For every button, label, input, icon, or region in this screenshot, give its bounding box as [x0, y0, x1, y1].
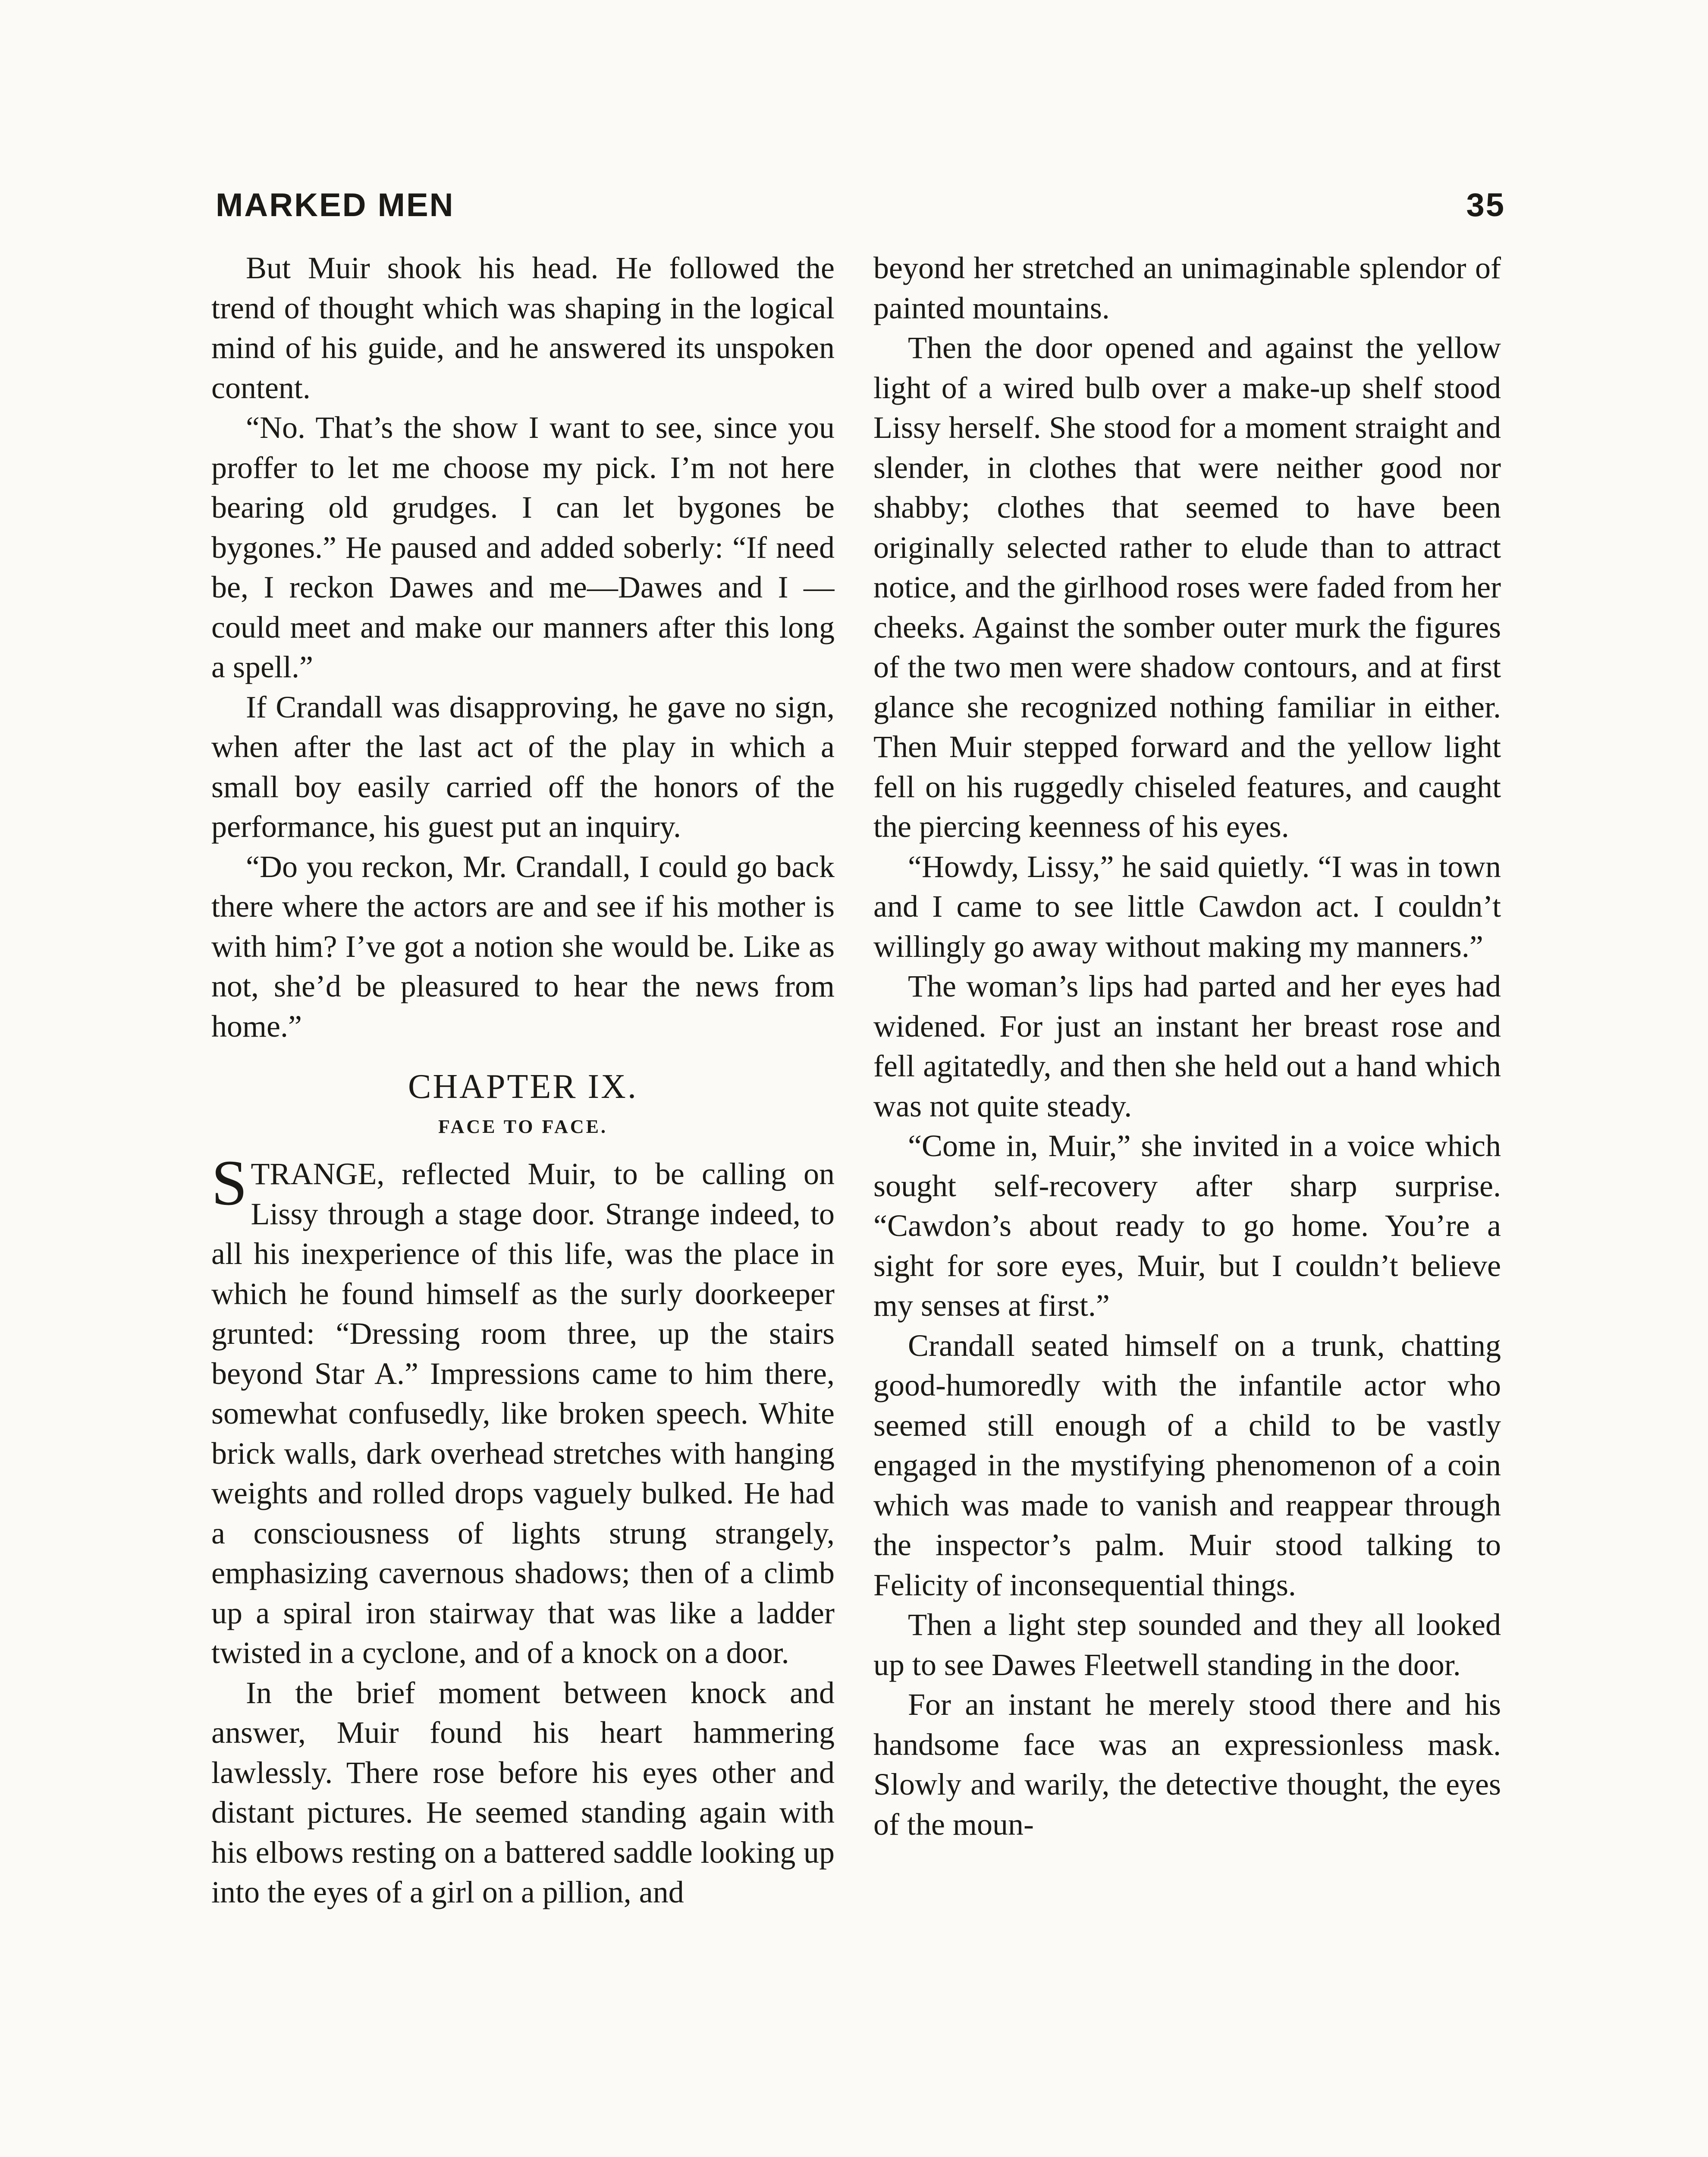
continued-paragraph: beyond her stretched an unimaginable splendor of painted mountains.: [873, 251, 1501, 325]
chapter-subtitle: FACE TO FACE.: [438, 1116, 608, 1137]
paragraph: “No. That’s the show I want to see, since you proffer to let me choose my pick. I’m not here bearing old grudges. I can let bygones be bygones.” He paused and added soberly: “If need be, I reckon Dawes and me—Dawes and I —could meet and make our manners after this long a spell.”: [211, 410, 835, 684]
running-title: MARKED MEN: [216, 186, 455, 223]
paragraph: But Muir shook his head. He followed the trend of thought which was shaping in the logical mind of his guide, and he answered its unspoken content.: [211, 251, 835, 405]
chapter-title: CHAPTER IX.: [408, 1068, 638, 1106]
paragraph: Crandall seated himself on a trunk, chatting good-humoredly with the infantile actor who seemed still enough of a child to be vastly engaged in the mystifying phenomenon of a coin which was made to vanish and reappear through the inspector’s palm. Muir stood talking to Felicity of inconsequential things.: [873, 1328, 1501, 1602]
paragraph: “Do you reckon, Mr. Crandall, I could go back there where the actors are and see if his mother is with him? I’ve got a notion she would be. Like as not, she’d be pleasured to hear the news from home.”: [211, 849, 835, 1044]
paragraph: “Howdy, Lissy,” he said quietly. “I was in town and I came to see little Cawdon act. I couldn’t willingly go away without making my manners.”: [873, 849, 1501, 964]
drop-cap: S: [211, 1147, 248, 1219]
paragraph: In the brief moment between knock and answer, Muir found his heart hammering lawlessly. There rose before his eyes other and distant pictures. He seemed standing again with his elbows resting on a battered saddle looking up into the eyes of a girl on a pillion, and: [211, 1675, 835, 1909]
paragraph: For an instant he merely stood there and his handsome face was an expressionless mask. Slowly and warily, the detective thought, the eyes of the moun-: [873, 1687, 1501, 1842]
paragraph: “Come in, Muir,” she invited in a voice which sought self-recovery after sharp surprise. “Cawdon’s about ready to go home. You’re a sight for sore eyes, Muir, but I couldn’t believe my senses at first.”: [873, 1129, 1501, 1323]
paragraph: If Crandall was disapproving, he gave no sign, when after the last act of the play in which a small boy easily carried off the honors of the performance, his guest put an inquiry.: [211, 689, 835, 844]
right-column: [873, 248, 1501, 2157]
chapter-opening-paragraph: [211, 1147, 835, 1673]
paragraph: The woman’s lips had parted and her eyes had widened. For just an instant her breast rose and fell agitatedly, and then she held out a hand which was not quite steady.: [873, 969, 1501, 1123]
drop-cap-paragraph-text: TRANGE, reflected Muir, to be calling on Lissy through a stage door. Strange indeed, to all his inexperience of this life, was the place in which he found himself as the surly doorkeeper grunted: “Dressing room three, up the stairs beyond Star A.” Impressions came to him there, somewhat confusedly, like broken speech. White brick walls, dark overhead stretches with hanging weights and rolled drops vaguely bulked. He had a consciousness of lights strung strangely, emphasizing cavernous shadows; then of a climb up a spiral iron stairway that was like a ladder twisted in a cyclone, and of a knock on a door.: [211, 1157, 835, 1670]
page-number: 35: [1466, 186, 1505, 223]
paragraph: Then a light step sounded and they all looked up to see Dawes Fleetwell standing in the door.: [873, 1607, 1501, 1682]
paragraph: Then the door opened and against the yellow light of a wired bulb over a make-up shelf stood Lissy herself. She stood for a moment straight and slender, in clothes that were neither good nor shabby; clothes that seemed to have been originally selected rather to elude than to attract notice, and the girlhood roses were faded from her cheeks. Against the somber outer murk the figures of the two men were shadow contours, and at first glance she recognized nothing familiar in either. Then Muir stepped forward and the yellow light fell on his ruggedly chiseled features, and caught the piercing keenness of his eyes.: [873, 330, 1501, 844]
running-head: [216, 181, 1505, 229]
left-column: [211, 248, 835, 2157]
